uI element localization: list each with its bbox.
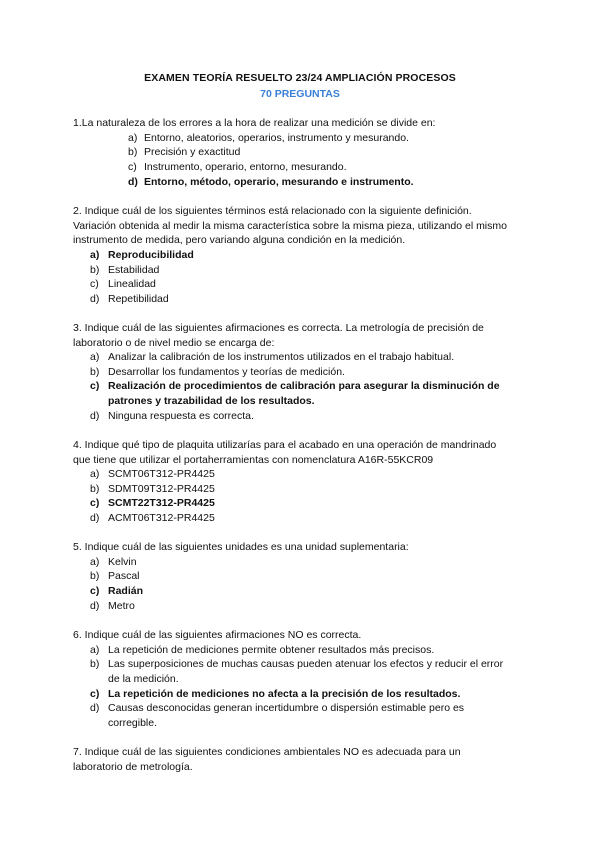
- option-text: Repetibilidad: [108, 293, 169, 305]
- q3-option-c-correct: [90, 379, 515, 408]
- q2-option-a-correct: [90, 248, 510, 263]
- question-2: 2. Indique cuál de los siguientes términos está relacionado con la siguiente definición. Variación obtenida al medir la misma característica sobre la misma pieza, utilizando el mismo instrumento de medida, pero variando alguna condición en la medición.: [73, 205, 507, 247]
- option-text: Realización de procedimientos de calibración para asegurar la disminución de patrones y trazabilidad de los resultados.: [108, 380, 500, 407]
- q2-option-c: [90, 277, 510, 292]
- option-text: ACMT06T312-PR4425: [108, 512, 215, 524]
- option-text: La repetición de mediciones permite obtener resultados más precisos.: [108, 644, 435, 656]
- option-text: Linealidad: [108, 278, 156, 290]
- option-label: c): [90, 278, 99, 290]
- option-text: SCMT06T312-PR4425: [108, 468, 215, 480]
- q4-option-a: [90, 467, 510, 482]
- option-text: Ninguna respuesta es correcta.: [108, 410, 254, 422]
- option-label: d): [90, 512, 100, 524]
- option-text: Causas desconocidas generan incertidumbre o dispersión estimable pero es corregible.: [108, 702, 465, 729]
- q4-option-d: [90, 511, 510, 526]
- q5-option-c-correct: [90, 584, 510, 599]
- option-label: c): [128, 161, 137, 173]
- q3-option-a: [90, 350, 515, 365]
- question-3: 3. Indique cuál de las siguientes afirmaciones es correcta. La metrología de precisión de laboratorio o de nivel medio se encarga de:: [73, 322, 484, 349]
- question-7: 7. Indique cuál de las siguientes condiciones ambientales NO es adecuada para un laboratorio de metrología.: [73, 746, 461, 773]
- option-label: c): [90, 497, 100, 509]
- option-label: b): [90, 366, 100, 378]
- option-text: Radián: [108, 585, 144, 597]
- option-text: Instrumento, operario, entorno, mesurando.: [144, 161, 347, 173]
- q1-option-b: [128, 145, 508, 160]
- option-text: Analizar la calibración de los instrumentos utilizados en el trabajo habitual.: [108, 351, 455, 363]
- q6-option-c-correct: [90, 687, 515, 702]
- option-text: Desarrollar los fundamentos y teorías de medición.: [108, 366, 345, 378]
- option-text: Kelvin: [108, 556, 137, 568]
- option-label: c): [90, 380, 100, 392]
- exam-subtitle: 70 PREGUNTAS: [260, 88, 340, 100]
- option-text: Entorno, método, operario, mesurando e instrumento.: [144, 176, 414, 188]
- option-label: a): [90, 249, 100, 261]
- option-label: b): [90, 570, 100, 582]
- option-text: Las superposiciones de muchas causas pueden atenuar los efectos y reducir el error de la medición.: [108, 658, 504, 685]
- exam-title: EXAMEN TEORÍA RESUELTO 23/24 AMPLIACIÓN PROCESOS: [144, 72, 456, 84]
- question-6: 6. Indique cuál de las siguientes afirmaciones NO es correcta.: [73, 629, 362, 641]
- option-label: d): [90, 600, 100, 612]
- q5-option-a: [90, 555, 510, 570]
- question-1: 1.La naturaleza de los errores a la hora de realizar una medición se divide en:: [73, 117, 436, 129]
- option-label: a): [90, 556, 100, 568]
- q1-option-a: [128, 131, 508, 146]
- option-label: b): [90, 264, 100, 276]
- option-text: SCMT22T312-PR4425: [108, 497, 215, 509]
- q1-option-c: [128, 160, 508, 175]
- option-label: d): [128, 176, 138, 188]
- option-text: Reproducibilidad: [108, 249, 194, 261]
- question-5: 5. Indique cuál de las siguientes unidades es una unidad suplementaria:: [73, 541, 409, 553]
- q5-option-d: [90, 599, 510, 614]
- option-label: a): [90, 351, 100, 363]
- option-label: d): [90, 410, 100, 422]
- option-label: a): [90, 468, 100, 480]
- option-label: b): [90, 483, 100, 495]
- option-label: a): [128, 132, 138, 144]
- option-text: Pascal: [108, 570, 140, 582]
- option-label: d): [90, 702, 100, 714]
- question-4: 4. Indique qué tipo de plaquita utilizarías para el acabado en una operación de mandrinado que tiene que utilizar el portaherramientas con nomenclatura A16R-55KCR09: [73, 439, 497, 466]
- q6-option-b: [90, 657, 515, 686]
- option-label: a): [90, 644, 100, 656]
- q6-option-a: [90, 643, 515, 658]
- option-label: b): [90, 658, 100, 670]
- option-label: b): [128, 146, 138, 158]
- option-text: Metro: [108, 600, 135, 612]
- q3-option-b: [90, 365, 515, 380]
- option-text: Estabilidad: [108, 264, 160, 276]
- q2-option-b: [90, 263, 510, 278]
- option-text: SDMT09T312-PR4425: [108, 483, 215, 495]
- option-text: Precisión y exactitud: [144, 146, 241, 158]
- option-text: La repetición de mediciones no afecta a la precisión de los resultados.: [108, 688, 461, 700]
- q5-option-b: [90, 569, 510, 584]
- q6-option-d: [90, 701, 515, 730]
- q1-option-d-correct: [128, 175, 508, 190]
- option-text: Entorno, aleatorios, operarios, instrumento y mesurando.: [144, 132, 409, 144]
- q4-option-b: [90, 482, 510, 497]
- q4-option-c-correct: [90, 496, 510, 511]
- q3-option-d: [90, 409, 515, 424]
- option-label: d): [90, 293, 100, 305]
- option-label: c): [90, 585, 100, 597]
- q2-option-d: [90, 292, 510, 307]
- option-label: c): [90, 688, 100, 700]
